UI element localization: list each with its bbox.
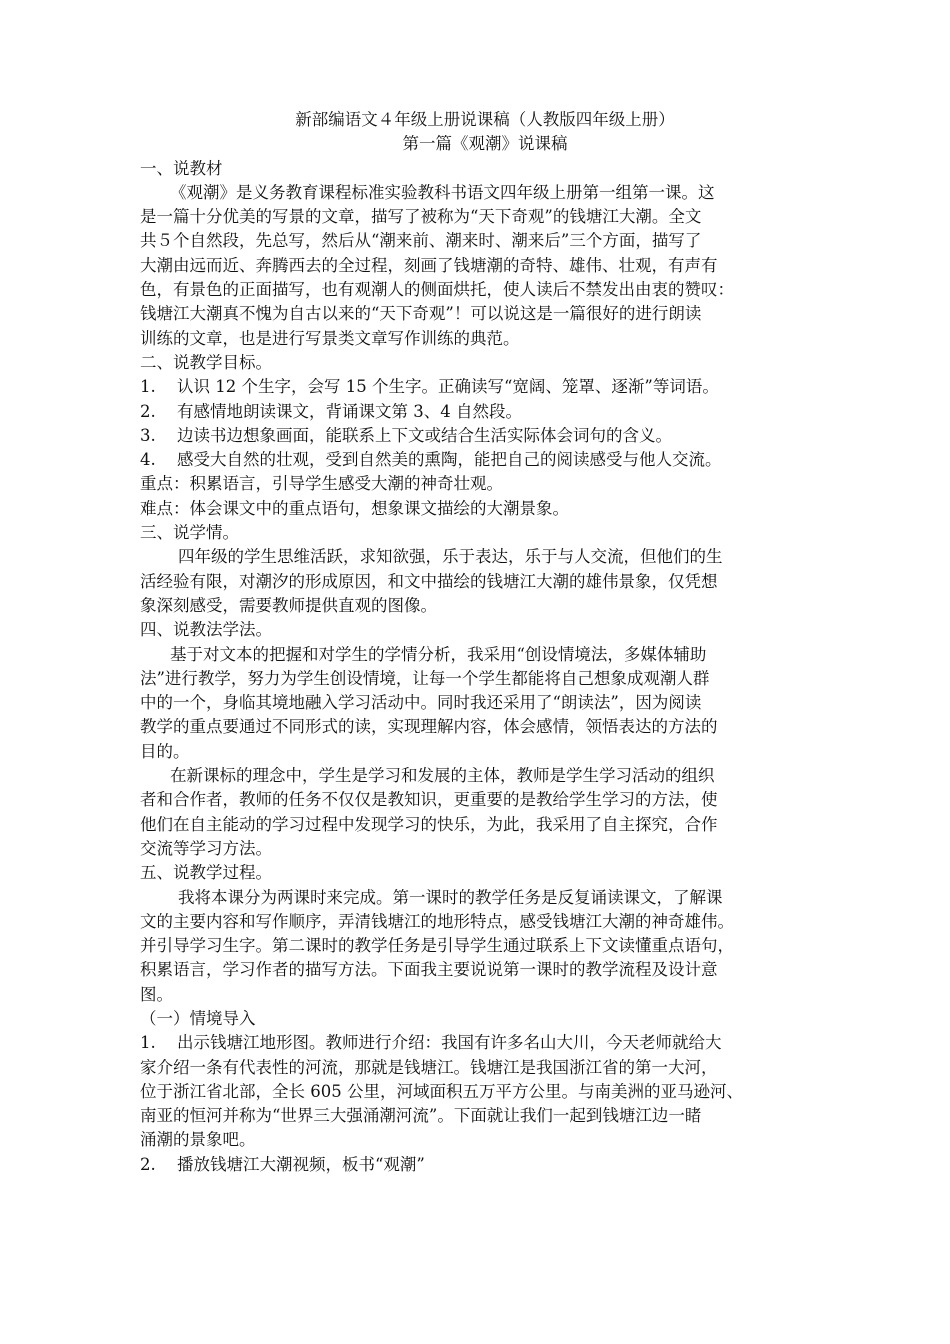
paragraph-line: 交流等学习方法。 [140,838,272,858]
paragraph-line: 积累语言，学习作者的描写方法。下面我主要说说第一课时的教学流程及设计意 [140,960,718,980]
paragraph-line: 南亚的恒河并称为“世界三大强涌潮河流”。下面就让我们一起到钱塘江边一睹 [140,1106,702,1126]
section-heading-methods: 四、说教法学法。 [140,620,272,640]
section-heading-textbook: 一、说教材 [140,158,223,178]
list-item [140,1031,830,1055]
paragraph-line: 象深刻感受，需要教师提供直观的图像。 [140,595,437,615]
key-point: 重点：积累语言，引导学生感受大潮的神奇壮观。 [140,474,503,494]
document-title: 新部编语文４年级上册说课稿（人教版四年级上册） [295,110,675,129]
list-item [140,375,830,399]
paragraph-line: 色，有景色的正面描写，也有观潮人的侧面烘托，使人读后不禁发出由衷的赞叹： [140,280,734,300]
section-heading-goals: 二、说教学目标。 [140,352,272,372]
paragraph-line: 他们在自主能动的学习过程中发现学习的快乐，为此，我采用了自主探究，合作 [140,814,718,834]
list-number: 2. [140,401,156,421]
document-subtitle: 第一篇《观潮》说课稿 [402,134,568,154]
paragraph-line: 我将本课分为两课时来完成。第一课时的教学任务是反复诵读课文，了解课 [178,887,723,907]
list-number: 3. [140,425,156,445]
document-page [140,108,830,1177]
list-item [140,424,830,448]
paragraph-line: 钱塘江大潮真不愧为自古以来的“天下奇观”！可以说这是一篇很好的进行朗读 [140,304,702,324]
list-number: 4. [140,450,156,470]
paragraph-line: 文的主要内容和写作顺序，弄清钱塘江的地形特点，感受钱塘江大潮的神奇雄伟。 [140,911,734,931]
paragraph-line: 目的。 [140,741,190,761]
paragraph-line: 中的一个，身临其境地融入学习活动中。同时我还采用了“朗读法”，因为阅读 [140,693,702,713]
paragraph-line: 图。 [140,984,173,1004]
difficult-point: 难点：体会课文中的重点语句，想象课文描绘的大潮景象。 [140,498,569,518]
paragraph-line: 基于对文本的把握和对学生的学情分析，我采用“创设情境法，多媒体辅助 [170,644,707,664]
paragraph-line: 大潮由远而近、奔腾西去的全过程，刻画了钱塘潮的奇特、雄伟、壮观，有声有 [140,255,718,275]
paragraph-line: 《观潮》是义务教育课程标准实验教科书语文四年级上册第一组第一课。这 [170,182,715,202]
list-item [140,448,830,472]
paragraph-line: 家介绍一条有代表性的河流，那就是钱塘江。钱塘江是我国浙江省的第一大河， [140,1057,718,1077]
section-heading-students: 三、说学情。 [140,523,239,543]
list-number: 1. [140,377,156,397]
paragraph-line: 共５个自然段，先总写，然后从“潮来前、潮来时、潮来后”三个方面，描写了 [140,231,702,251]
list-text: 感受大自然的壮观，受到自然美的熏陶，能把自己的阅读感受与他人交流。 [177,450,722,470]
paragraph-line: 法”进行教学，努力为学生创设情境，让每一个学生都能将自己想象成观潮人群 [140,668,710,688]
paragraph-line: 者和合作者，教师的任务不仅仅是教知识，更重要的是教给学生学习的方法，使 [140,790,718,810]
paragraph-line: 训练的文章，也是进行写景类文章写作训练的典范。 [140,328,520,348]
list-number: 1. [140,1033,156,1053]
paragraph-line: 位于浙江省北部，全长 605 公里，河域面积五万平方公里。与南美洲的亚马逊河、 [140,1081,743,1101]
list-text: 播放钱塘江大潮视频，板书“观潮” [177,1154,425,1174]
paragraph-line: 活经验有限，对潮汐的形成原因，和文中描绘的钱塘江大潮的雄伟景象，仅凭想 [140,571,718,591]
paragraph-line: 涌潮的景象吧。 [140,1130,256,1150]
list-text: 认识 12 个生字，会写 15 个生字。正确读写“宽阔、笼罩、逐渐”等词语。 [177,377,719,397]
paragraph-line: 教学的重点要通过不同形式的读，实现理解内容，体会感情，领悟表达的方法的 [140,717,718,737]
list-item [140,1153,830,1177]
list-item [140,400,830,424]
list-text: 有感情地朗读课文，背诵课文第 3、4 自然段。 [177,401,522,421]
paragraph-line: 是一篇十分优美的写景的文章，描写了被称为“天下奇观”的钱塘江大潮。全文 [140,207,702,227]
list-text: 边读书边想象画面，能联系上下文或结合生活实际体会词句的含义。 [177,425,672,445]
paragraph-line: 四年级的学生思维活跃，求知欲强，乐于表达，乐于与人交流，但他们的生 [178,547,723,567]
list-text: 出示钱塘江地形图。教师进行介绍：我国有许多名山大川，今天老师就给大 [177,1033,722,1053]
list-number: 2. [140,1154,156,1174]
paragraph-line: 并引导学习生字。第二课时的教学任务是引导学生通过联系上下文读懂重点语句， [140,936,734,956]
section-heading-process: 五、说教学过程。 [140,863,272,883]
paragraph-line: 在新课标的理念中，学生是学习和发展的主体，教师是学生学习活动的组织 [170,766,715,786]
subsection-heading: （一）情境导入 [140,1008,256,1028]
